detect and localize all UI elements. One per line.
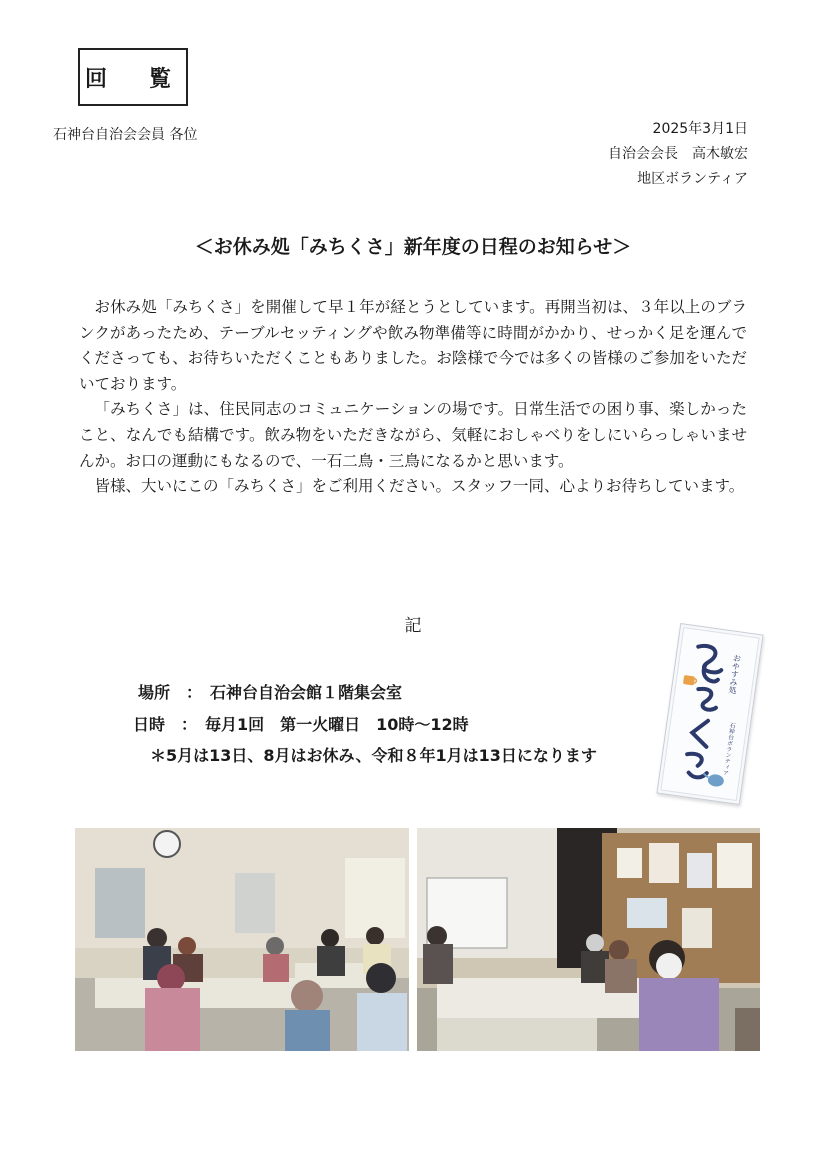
addressee: 石神台自治会会員 各位: [53, 127, 198, 143]
event-photo-left: [75, 828, 409, 1051]
circulation-box: [78, 48, 188, 106]
document-title: ＜お休み処「みちくさ」新年度の日程のお知らせ＞: [194, 236, 632, 258]
ki-heading: 記: [404, 616, 422, 636]
calligraphy-sign-image: [656, 623, 763, 805]
sign-side-text: おやすみ処: [727, 653, 743, 695]
paragraph: 皆様、大いにこの「みちくさ」をご利用ください。スタッフ一同、心よりお待ちしています。: [94, 477, 745, 496]
place-line: 場所 ： 石神台自治会館１階集会室: [138, 683, 403, 702]
paragraph: お休み処「みちくさ」を開催して早１年が経とうとしています。再開当初は、３年以上のブランクがあったため、テーブルセッティングや飲み物準備等に時間がかかり、せっかく足を運んでくださっても、お待ちいただくこともありました。お陰様で今では多くの皆様のご参加をいただいております。: [79, 298, 747, 393]
event-photo-right: [417, 828, 760, 1051]
sender-block: [608, 117, 748, 192]
sender-name: 自治会会長 高木敏宏: [608, 146, 748, 162]
sender-group: 地区ボランティア: [637, 171, 748, 187]
time-line: 日時 ： 毎月1回 第一火曜日 10時～12時: [133, 715, 469, 734]
sign-credit-text: 石神台ボランティア: [721, 721, 736, 777]
issue-date: 2025年3月1日: [652, 121, 748, 137]
clock-icon: [154, 831, 180, 857]
note-line: ＊5月は13日、8月はお休み、令和８年1月は13日になります: [150, 746, 597, 765]
circulation-label: 回 覧: [84, 66, 181, 92]
paragraph: 「みちくさ」は、住民同志のコミュニケーションの場です。日常生活での困り事、楽しかったこと、なんでも結構です。飲み物をいただきながら、気軽におしゃべりをしにいらっしゃいませんか。お口の運動にもなるので、一石二鳥・三鳥になるかと思います。: [79, 400, 747, 470]
body-text: [79, 295, 747, 500]
